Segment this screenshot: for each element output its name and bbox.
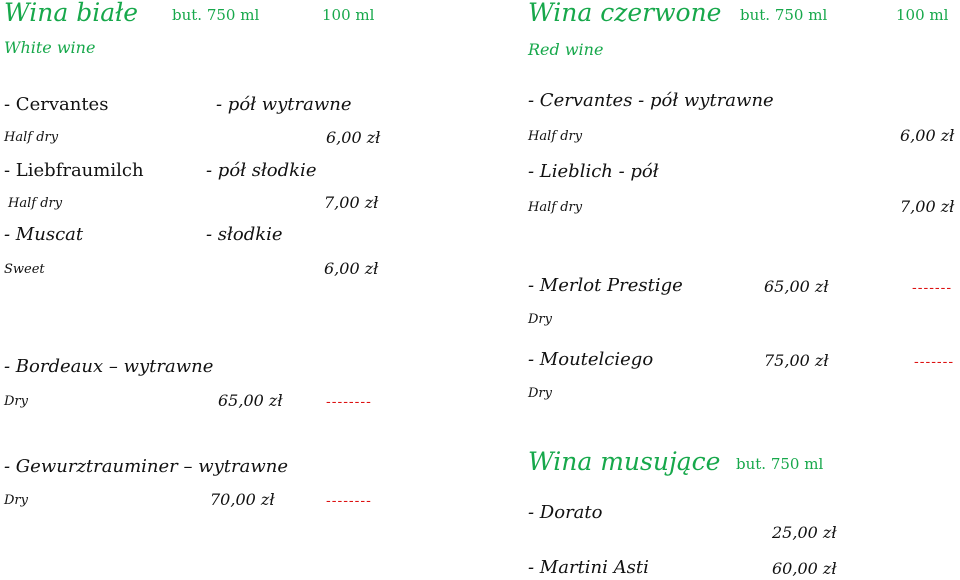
- white-cervantes-price: 6,00 zł: [326, 128, 381, 147]
- white-wine-subtitle: White wine: [4, 38, 96, 57]
- white-cervantes-name: - Cervantes: [4, 94, 109, 115]
- white-cervantes-type: - pół wytrawne: [216, 94, 352, 115]
- white-bordeaux-name: - Bordeaux – wytrawne: [4, 356, 214, 377]
- sparkling-martini-name: - Martini Asti: [528, 557, 649, 578]
- white-liebfraumilch-type: - pół słodkie: [206, 160, 317, 181]
- red-lieblich-price: 7,00 zł: [900, 197, 955, 216]
- red-merlot-price: 65,00 zł: [764, 277, 829, 296]
- red-wine-title: Wina czerwone: [528, 0, 722, 27]
- sparkling-bottle-label: but. 750 ml: [736, 455, 824, 473]
- white-bottle-label: but. 750 ml: [172, 6, 260, 24]
- red-bottle-label: but. 750 ml: [740, 6, 828, 24]
- sparkling-dorato-price: 25,00 zł: [772, 523, 837, 542]
- white-liebfraumilch-name: - Liebfraumilch: [4, 160, 144, 181]
- white-glass-label: 100 ml: [322, 6, 375, 24]
- white-bordeaux-dash: --------: [326, 394, 372, 410]
- white-gewurz-name: - Gewurztrauminer – wytrawne: [4, 456, 289, 477]
- red-glass-label: 100 ml: [896, 6, 949, 24]
- red-lieblich-name: - Lieblich - pół: [528, 161, 659, 182]
- white-cervantes-desc: Half dry: [4, 130, 59, 145]
- white-gewurz-dash: --------: [326, 493, 372, 509]
- sparkling-wine-title: Wina musujące: [528, 447, 721, 476]
- sparkling-martini-price: 60,00 zł: [772, 559, 837, 578]
- red-moutelciego-name: - Moutelciego: [528, 349, 654, 370]
- red-cervantes-desc: Half dry: [528, 129, 583, 144]
- red-lieblich-desc: Half dry: [528, 200, 583, 215]
- red-moutelciego-price: 75,00 zł: [764, 351, 829, 370]
- white-muscat-type: - słodkie: [206, 224, 283, 245]
- red-moutelciego-desc: Dry: [528, 386, 552, 401]
- white-muscat-price: 6,00 zł: [324, 259, 379, 278]
- white-muscat-name: - Muscat: [4, 224, 84, 245]
- red-merlot-desc: Dry: [528, 312, 552, 327]
- white-liebfraumilch-desc: Half dry: [8, 196, 63, 211]
- red-merlot-dash: -------: [912, 280, 953, 296]
- red-wine-subtitle: Red wine: [528, 40, 604, 59]
- white-muscat-desc: Sweet: [4, 262, 45, 277]
- red-cervantes-name: - Cervantes - pół wytrawne: [528, 90, 774, 111]
- red-cervantes-price: 6,00 zł: [900, 126, 955, 145]
- red-moutelciego-dash: -------: [914, 354, 955, 370]
- white-liebfraumilch-price: 7,00 zł: [324, 193, 379, 212]
- white-gewurz-price: 70,00 zł: [210, 490, 275, 509]
- white-gewurz-desc: Dry: [4, 493, 28, 508]
- white-wine-title: Wina białe: [4, 0, 139, 27]
- white-bordeaux-desc: Dry: [4, 394, 28, 409]
- white-bordeaux-price: 65,00 zł: [218, 391, 283, 410]
- sparkling-dorato-name: - Dorato: [528, 502, 603, 523]
- red-merlot-name: - Merlot Prestige: [528, 275, 683, 296]
